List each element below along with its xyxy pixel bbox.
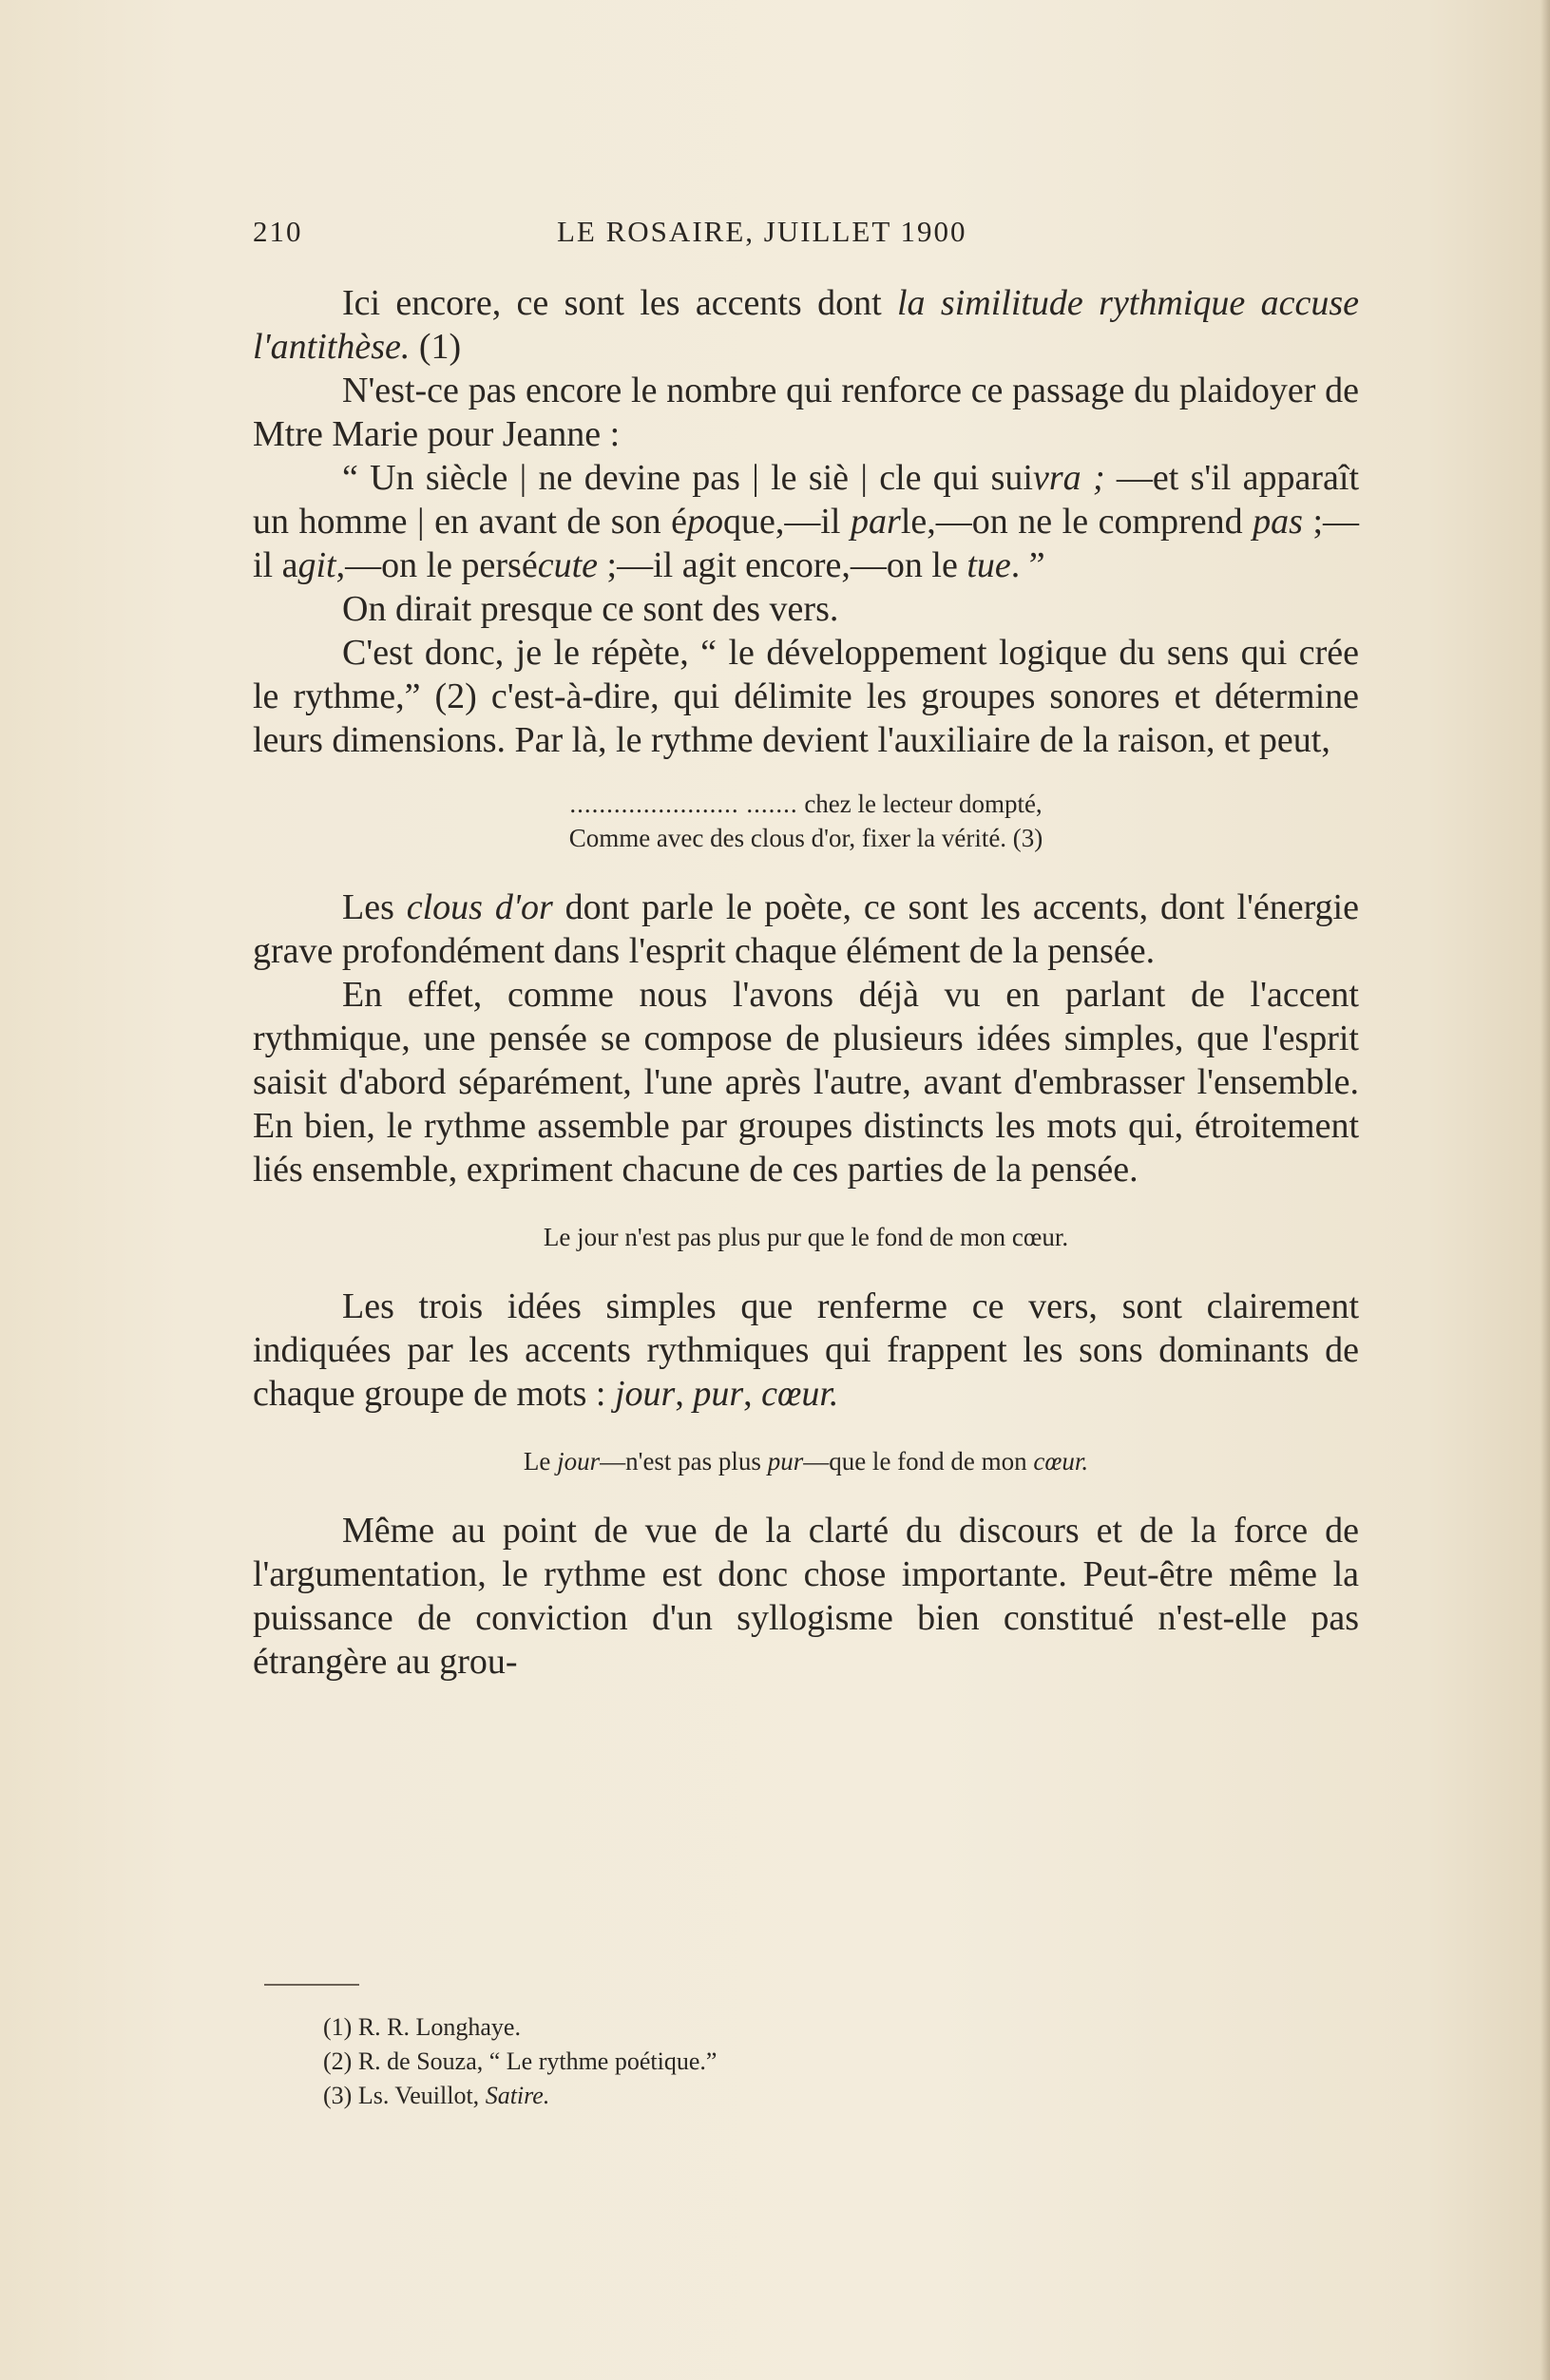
paragraph-5: C'est donc, je le répète, “ le développement logique du sens qui crée le rythme,” (2) c'est-à-dire, qui délimite les groupes sonores et détermine leurs dimensions. Par là, le rythme devient l'auxiliaire de la raison, et peut,: [253, 633, 1359, 760]
body-text: [253, 281, 1359, 1684]
paragraph-4: On dirait presque ce sont des vers.: [342, 589, 839, 629]
page-header: [253, 215, 1359, 257]
verse-quote-2: Le jour n'est pas plus pur que le fond de mon cœur.: [543, 1223, 1069, 1251]
verse-1-line-1: ....................... ....... chez le lecteur dompté,: [569, 790, 1043, 818]
page-edge-shadow: [1540, 0, 1550, 2380]
verse-quote-1: [253, 787, 1359, 855]
footnote-3: (3) Ls. Veuillot, Satire.: [323, 2082, 550, 2109]
verse-1-line-2: Comme avec des clous d'or, fixer la vérité. (3): [568, 824, 1043, 852]
paragraph-9: Même au point de vue de la clarté du discours et de la force de l'argumentation, le rythme est donc chose importante. Peut-être même la puissance de conviction d'un syllogisme bien constitué n'est-elle pas étrangère au grou-: [253, 1511, 1359, 1682]
footnote-rule: [264, 1984, 359, 1986]
paragraph-8: Les trois idées simples que renferme ce vers, sont clairement indiquées par les accents rythmiques qui frappent les sons dominants de chaque groupe de mots : jour, pur, cœur.: [253, 1286, 1359, 1414]
paragraph-7: En effet, comme nous l'avons déjà vu en parlant de l'accent rythmique, une pensée se compose de plusieurs idées simples, que l'esprit saisit d'abord séparément, l'une après l'autre, avant d'embrasser l'ensemble. En bien, le rythme assemble par groupes distincts les mots qui, étroitement liés ensemble, expriment chacune de ces parties de la pensée.: [253, 975, 1359, 1190]
running-title: LE ROSAIRE, JUILLET 1900: [557, 215, 967, 248]
paragraph-6: Les clous d'or dont parle le poète, ce sont les accents, dont l'énergie grave profondément dans l'esprit chaque élément de la pensée.: [253, 887, 1359, 971]
page-number: 210: [253, 215, 303, 248]
paragraph-1: Ici encore, ce sont les accents dont la similitude rythmique accuse l'antithèse. (1): [253, 283, 1359, 367]
quotation: “ Un siècle | ne devine pas | le siè | cle qui suivra ; —et s'il apparaît un homme | en avant de son époque,—il parle,—on ne le comprend pas ;—il agit,—on le persécute ;—il agit encore,—on le tue. ”: [253, 458, 1360, 585]
footnotes: [323, 2010, 717, 2113]
paragraph-2: N'est-ce pas encore le nombre qui renforce ce passage du plaidoyer de Mtre Marie pour Jeanne :: [253, 371, 1359, 454]
footnote-1: (1) R. R. Longhaye.: [323, 2013, 521, 2041]
verse-quote-3: Le jour—n'est pas plus pur—que le fond de mon cœur.: [523, 1447, 1089, 1476]
footnote-2: (2) R. de Souza, “ Le rythme poétique.”: [323, 2047, 718, 2075]
